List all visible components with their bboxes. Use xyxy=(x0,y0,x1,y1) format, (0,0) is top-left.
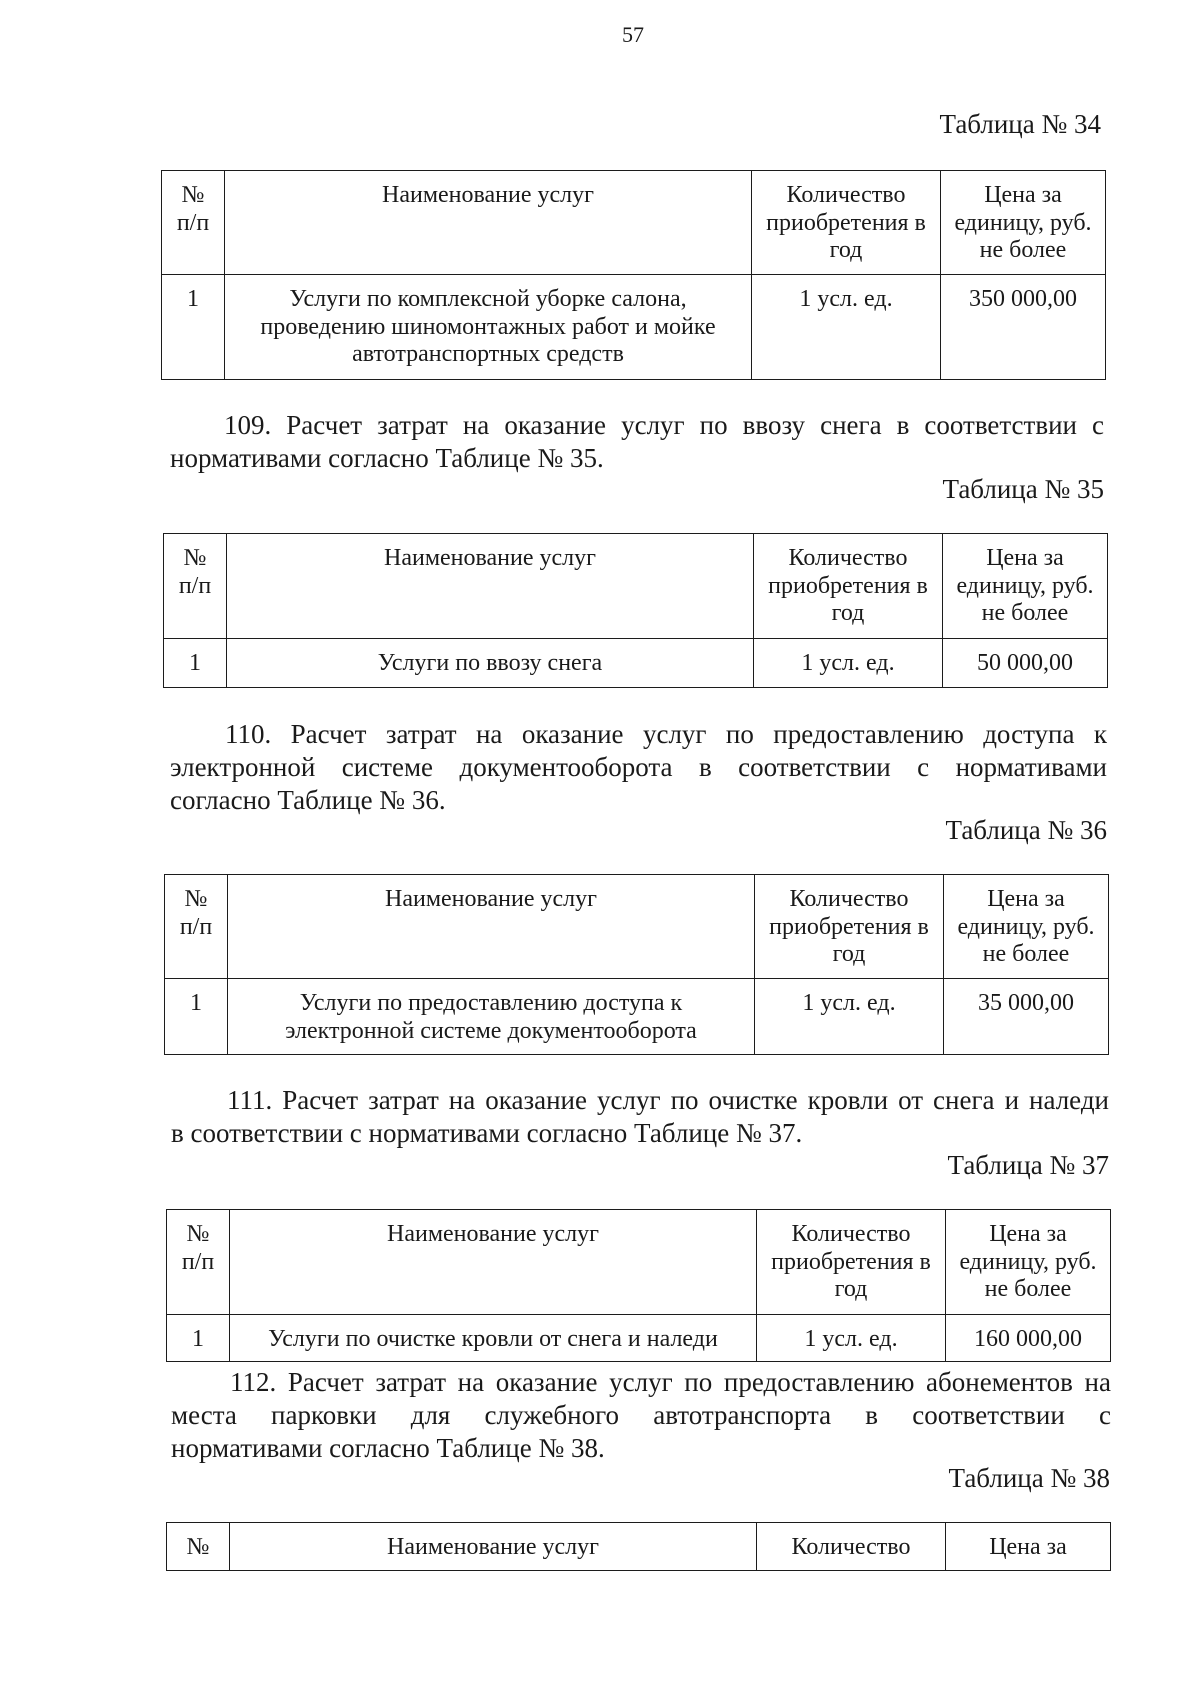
paragraph-line: нормативами согласно Таблице № 35. xyxy=(170,443,604,473)
cell-number: 1 xyxy=(162,275,225,380)
cell-number: 1 xyxy=(167,1315,230,1362)
header-number: № п/п xyxy=(165,875,228,979)
header-service-name: Наименование услуг xyxy=(228,875,755,979)
table-38-caption: Таблица № 38 xyxy=(948,1463,1110,1493)
header-quantity: Количество приобретения в год xyxy=(757,1210,946,1315)
header-price: Цена за единицу, руб. не более xyxy=(941,171,1106,275)
cell-number: 1 xyxy=(164,639,227,688)
paragraph-line: места парковки для служебного автотранспорта в соответствии с xyxy=(171,1400,1111,1430)
header-quantity: Количество приобретения в год xyxy=(752,171,941,275)
paragraph-112 xyxy=(171,1366,1111,1465)
header-number: № п/п xyxy=(167,1210,230,1315)
header-quantity: Количество xyxy=(757,1523,946,1571)
header-quantity: Количество приобретения в год xyxy=(754,534,943,639)
table-35 xyxy=(163,533,1108,688)
table-row xyxy=(162,275,1106,380)
paragraph-line: 111. Расчет затрат на оказание услуг по очистке кровли от снега и наледи xyxy=(227,1085,1109,1115)
paragraph-line: 109. Расчет затрат на оказание услуг по ввозу снега в соответствии с xyxy=(224,410,1104,440)
header-service-name: Наименование услуг xyxy=(227,534,754,639)
table-header-row xyxy=(167,1523,1111,1571)
cell-price: 50 000,00 xyxy=(943,639,1108,688)
table-37 xyxy=(166,1209,1111,1362)
cell-service-name: Услуги по комплексной уборке салона, проведению шиномонтажных работ и мойке автотранспортных средств xyxy=(225,275,752,380)
table-row xyxy=(164,639,1108,688)
header-price: Цена за единицу, руб. не более xyxy=(943,534,1108,639)
header-service-name: Наименование услуг xyxy=(230,1210,757,1315)
cell-quantity: 1 усл. ед. xyxy=(752,275,941,380)
cell-number: 1 xyxy=(165,979,228,1055)
table-header-row xyxy=(164,534,1108,639)
table-header-row xyxy=(167,1210,1111,1315)
cell-service-name: Услуги по очистке кровли от снега и наледи xyxy=(230,1315,757,1362)
header-number: № xyxy=(167,1523,230,1571)
header-service-name: Наименование услуг xyxy=(230,1523,757,1571)
paragraph-line: в соответствии с нормативами согласно Таблице № 37. xyxy=(171,1118,803,1148)
paragraph-line: 110. Расчет затрат на оказание услуг по предоставлению доступа к xyxy=(225,719,1107,749)
cell-price: 160 000,00 xyxy=(946,1315,1111,1362)
paragraph-line: 112. Расчет затрат на оказание услуг по предоставлению абонементов на xyxy=(230,1367,1111,1397)
table-36 xyxy=(164,874,1109,1055)
cell-quantity: 1 усл. ед. xyxy=(757,1315,946,1362)
cell-quantity: 1 усл. ед. xyxy=(755,979,944,1055)
table-row xyxy=(167,1315,1111,1362)
header-price: Цена за единицу, руб. не более xyxy=(944,875,1109,979)
paragraph-109 xyxy=(170,409,1104,475)
header-service-name: Наименование услуг xyxy=(225,171,752,275)
paragraph-111 xyxy=(171,1084,1109,1150)
table-header-row xyxy=(162,171,1106,275)
paragraph-110 xyxy=(170,718,1107,817)
table-header-row xyxy=(165,875,1109,979)
cell-service-name: Услуги по предоставлению доступа к электронной системе документооборота xyxy=(228,979,755,1055)
table-34-caption: Таблица № 34 xyxy=(939,109,1101,139)
table-38 xyxy=(166,1522,1111,1571)
header-quantity: Количество приобретения в год xyxy=(755,875,944,979)
header-number: № п/п xyxy=(162,171,225,275)
table-36-caption: Таблица № 36 xyxy=(945,815,1107,845)
cell-price: 350 000,00 xyxy=(941,275,1106,380)
table-35-caption: Таблица № 35 xyxy=(942,474,1104,504)
table-row xyxy=(165,979,1109,1055)
table-37-caption: Таблица № 37 xyxy=(947,1150,1109,1180)
page-number: 57 xyxy=(622,22,644,47)
table-34 xyxy=(161,170,1106,380)
paragraph-line: электронной системе документооборота в соответствии с нормативами xyxy=(170,752,1107,782)
header-price: Цена за xyxy=(946,1523,1111,1571)
paragraph-line: нормативами согласно Таблице № 38. xyxy=(171,1433,605,1463)
cell-price: 35 000,00 xyxy=(944,979,1109,1055)
cell-quantity: 1 усл. ед. xyxy=(754,639,943,688)
cell-service-name: Услуги по ввозу снега xyxy=(227,639,754,688)
paragraph-line: согласно Таблице № 36. xyxy=(170,785,446,815)
header-price: Цена за единицу, руб. не более xyxy=(946,1210,1111,1315)
header-number: № п/п xyxy=(164,534,227,639)
